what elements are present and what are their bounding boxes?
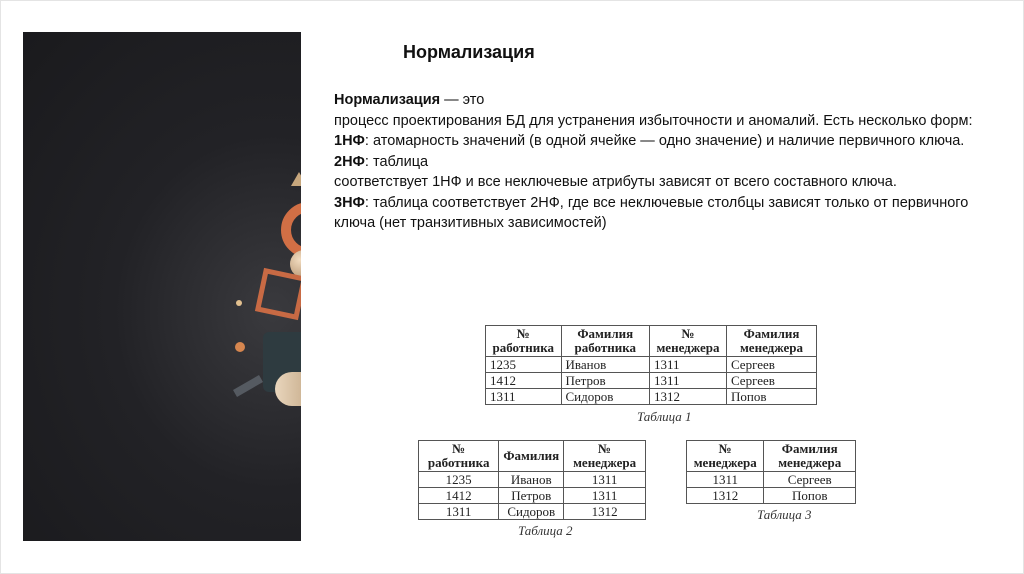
definition-term: Нормализация [334, 92, 441, 108]
table-row [687, 488, 856, 504]
rod-shape [233, 375, 263, 397]
table-row [419, 488, 646, 504]
table-row [687, 472, 856, 488]
cylinder-shape [275, 372, 301, 406]
column-header: Фамилия [499, 441, 564, 472]
column-header: № работника [419, 441, 499, 472]
table-cell: Попов [726, 389, 816, 405]
table-cell: 1312 [564, 504, 646, 520]
table-cell: Сергеев [726, 373, 816, 389]
table-row [486, 373, 817, 389]
table-3 [686, 440, 856, 504]
nf1-line [334, 131, 974, 152]
definition-line: процесс проектирования БД для устранения избыточности и аномалий. Есть несколько форм: [334, 112, 973, 129]
page-title: Нормализация [403, 42, 535, 62]
table-3-caption: Таблица 3 [757, 507, 812, 522]
nf3-term: 3НФ [334, 194, 365, 211]
nf1-term: 1НФ [334, 133, 365, 149]
definition-line [334, 90, 974, 111]
nf3-text: : таблица соответствует 2НФ, где все неключевые столбцы зависят только от первичного ключа (нет транзитивных зависимостей) [334, 194, 969, 231]
table-cell: 1235 [419, 472, 499, 488]
definition-text [334, 90, 974, 234]
square-frame-shape [255, 268, 301, 320]
nf2-line [334, 152, 974, 173]
table-cell: 1311 [419, 504, 499, 520]
table-cell: Иванов [561, 357, 649, 373]
table-cell: Попов [764, 488, 856, 504]
table-cell: 1312 [649, 389, 726, 405]
decorative-image [23, 32, 301, 541]
table-row [486, 389, 817, 405]
definition-text-part: — это [440, 92, 485, 108]
triangle-shape [291, 172, 301, 186]
nf3-line [334, 193, 974, 234]
column-header: № менеджера [649, 326, 726, 357]
column-header: № менеджера [687, 441, 764, 472]
small-sphere-shape [235, 342, 245, 352]
table-cell: 1311 [564, 472, 646, 488]
table-cell: 1235 [486, 357, 562, 373]
table-cell: 1311 [649, 357, 726, 373]
column-header: № работника [486, 326, 562, 357]
table-1-caption: Таблица 1 [637, 409, 692, 424]
table-2-caption: Таблица 2 [518, 523, 573, 538]
table-cell: Иванов [499, 472, 564, 488]
table-cell: Петров [561, 373, 649, 389]
column-header: Фамилия менеджера [726, 326, 816, 357]
table-cell: 1412 [419, 488, 499, 504]
table-1 [485, 325, 817, 405]
table-cell: Сергеев [726, 357, 816, 373]
nf2-term: 2НФ [334, 153, 365, 170]
table-cell: 1311 [649, 373, 726, 389]
table-row [419, 472, 646, 488]
small-sphere-shape [236, 300, 242, 306]
table-cell: Петров [499, 488, 564, 504]
nf2-text: : таблица [364, 153, 429, 170]
nf2-line: соответствует 1НФ и все неключевые атрибуты зависят от всего составного ключа. [334, 174, 897, 190]
table-cell: Сергеев [764, 472, 856, 488]
table-cell: 1312 [687, 488, 764, 504]
table-2 [418, 440, 646, 520]
table-cell: 1311 [687, 472, 764, 488]
column-header: Фамилия менеджера [764, 441, 856, 472]
ring-shape [281, 202, 301, 258]
table-cell: 1311 [564, 488, 646, 504]
column-header: № менеджера [564, 441, 646, 472]
nf1-text: : атомарность значений (в одной ячейке — одно значение) и наличие первичного ключа. [364, 133, 965, 149]
column-header: Фамилия работника [561, 326, 649, 357]
table-row [419, 504, 646, 520]
table-cell: 1311 [486, 389, 562, 405]
table-cell: Сидоров [499, 504, 564, 520]
table-cell: 1412 [486, 373, 562, 389]
table-row [486, 357, 817, 373]
table-cell: Сидоров [561, 389, 649, 405]
